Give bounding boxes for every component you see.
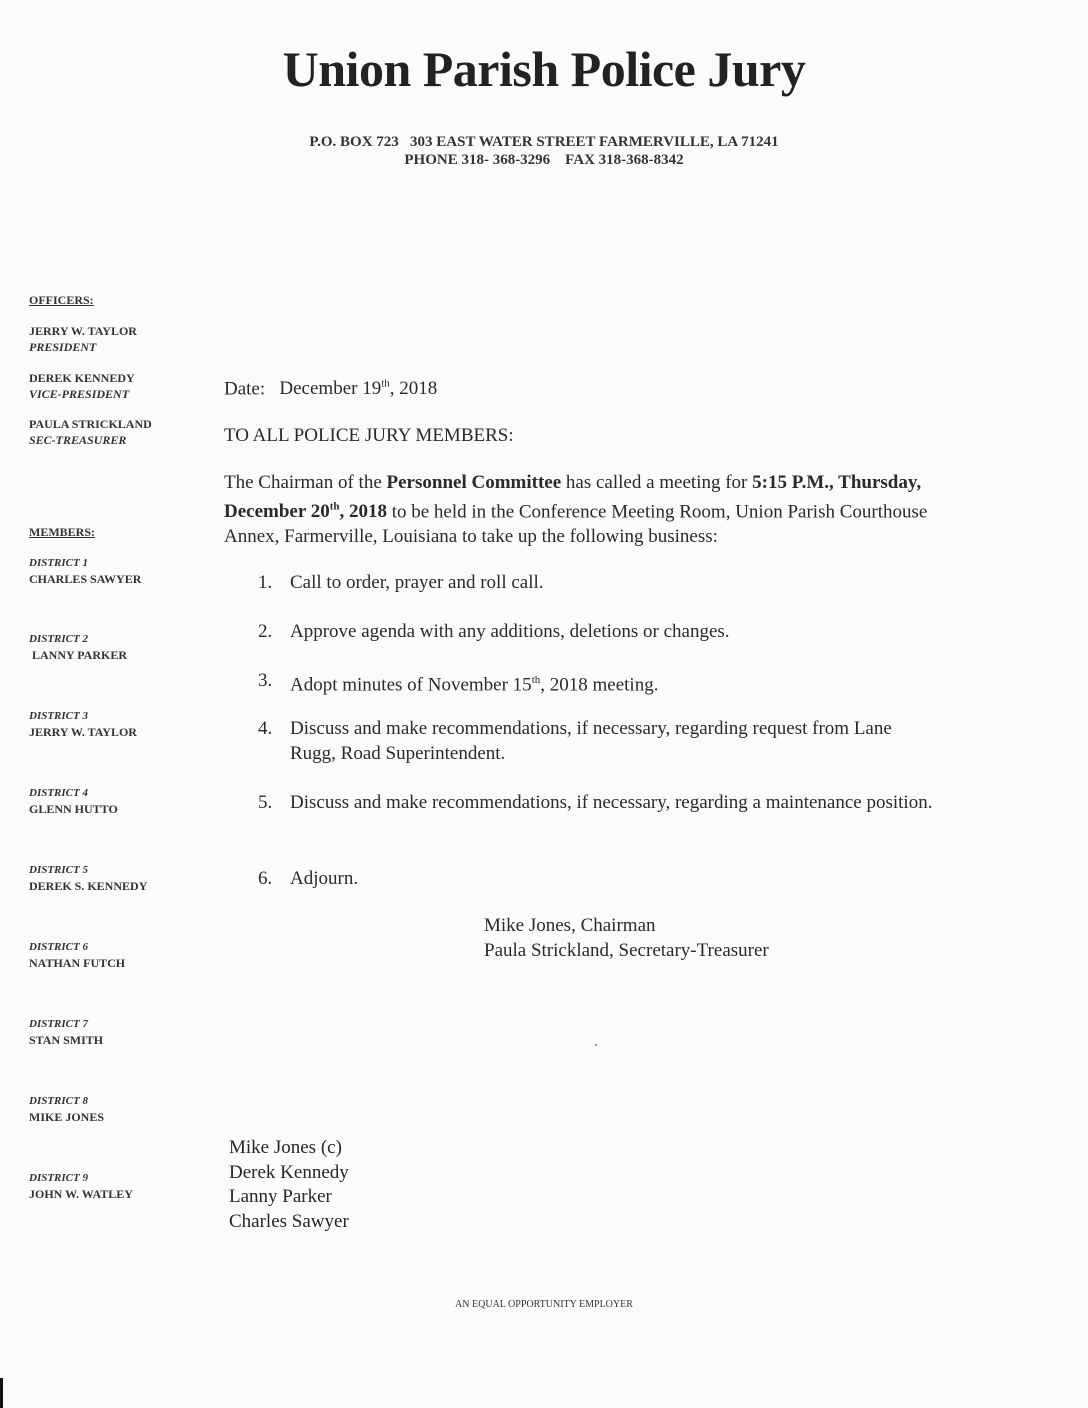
scan-speck [595, 1044, 597, 1046]
officer-title: VICE-PRESIDENT [29, 387, 130, 401]
officer-president [29, 323, 137, 355]
letterhead-phone-fax: PHONE 318- 368-3296 FAX 318-368-8342 [404, 152, 684, 168]
member-district-6 [29, 939, 125, 971]
meeting-paragraph: The Chairman of the Personnel Committee has called a meeting for 5:15 P.M., Thursday, December 20th, 2018 to be held in the Conference Meeting Room, Union Parish Courthouse Annex, Farmerville, Louisiana to take up the following business: [224, 472, 928, 548]
committee-member: Charles Sawyer [229, 1210, 349, 1232]
agenda-number: 6. [258, 868, 273, 889]
date-label: Date: [224, 378, 266, 400]
member-district-9 [29, 1170, 133, 1202]
member-district-7 [29, 1016, 103, 1048]
member-district-1 [29, 555, 141, 587]
meeting-time: 5:15 P.M., Thursday, December 20th, 2018 [224, 472, 922, 523]
date-value: December 19th, 2018 [279, 378, 438, 400]
member-district-3 [29, 708, 137, 740]
member-name: NATHAN FUTCH [29, 956, 126, 970]
officer-name: DEREK KENNEDY [29, 371, 135, 385]
member-name: MIKE JONES [29, 1110, 105, 1124]
committee-member: Derek Kennedy [229, 1161, 349, 1183]
member-district-4 [29, 785, 118, 817]
committee-member: Mike Jones (c) [229, 1137, 342, 1158]
agenda-number: 3. [258, 670, 273, 691]
agenda-text: Discuss and make recommendations, if necessary, regarding request from Lane Rugg, Road Superintendent. [290, 718, 892, 764]
district-label: DISTRICT 4 [29, 787, 88, 799]
agenda-text: Adjourn. [290, 868, 359, 889]
district-label: DISTRICT 7 [29, 1018, 88, 1030]
agenda-number: 5. [258, 792, 273, 813]
district-label: DISTRICT 6 [29, 941, 88, 953]
district-label: DISTRICT 2 [29, 633, 88, 645]
letterhead-address: P.O. BOX 723 303 EAST WATER STREET FARMERVILLE, LA 71241 [309, 134, 779, 150]
footer-eoe: AN EQUAL OPPORTUNITY EMPLOYER [455, 1299, 633, 1310]
committee-name: Personnel Committee [386, 472, 562, 493]
member-name: STAN SMITH [29, 1033, 104, 1047]
district-label: DISTRICT 9 [29, 1172, 88, 1184]
district-label: DISTRICT 5 [29, 864, 88, 876]
member-district-2 [29, 631, 127, 663]
officer-sec-treasurer [29, 416, 152, 448]
member-name: LANNY PARKER [32, 648, 127, 662]
member-name: CHARLES SAWYER [29, 572, 142, 586]
salutation: TO ALL POLICE JURY MEMBERS: [224, 425, 514, 446]
officer-title: PRESIDENT [29, 340, 97, 354]
notice-date [224, 372, 437, 401]
member-name: JOHN W. WATLEY [29, 1187, 133, 1201]
agenda-number: 4. [258, 718, 273, 739]
district-label: DISTRICT 1 [29, 557, 88, 569]
agenda-text: Discuss and make recommendations, if necessary, regarding a maintenance position. [290, 792, 933, 813]
signature-secretary: Paula Strickland, Secretary-Treasurer [484, 940, 769, 961]
member-name: DEREK S. KENNEDY [29, 879, 148, 893]
member-district-8 [29, 1093, 104, 1125]
officer-name: JERRY W. TAYLOR [29, 324, 137, 338]
member-name: GLENN HUTTO [29, 802, 118, 816]
district-label: DISTRICT 8 [29, 1095, 88, 1107]
committee-members-list [229, 1136, 349, 1234]
member-district-5 [29, 862, 147, 894]
officer-vice-president [29, 370, 135, 402]
signature-block [484, 913, 769, 963]
members-heading: MEMBERS: [29, 525, 95, 539]
agenda-text: Call to order, prayer and roll call. [290, 572, 544, 593]
officer-title: SEC-TREASURER [29, 433, 127, 447]
agenda-number: 2. [258, 621, 273, 642]
signature-chairman: Mike Jones, Chairman [484, 915, 656, 936]
district-label: DISTRICT 3 [29, 710, 88, 722]
letterhead-title: Union Parish Police Jury [282, 41, 806, 97]
committee-member: Lanny Parker [229, 1186, 332, 1207]
scan-edge-mark [0, 1378, 3, 1408]
member-name: JERRY W. TAYLOR [29, 725, 137, 739]
agenda-text: Adopt minutes of November 15th, 2018 meeting. [290, 674, 659, 696]
agenda-text: Approve agenda with any additions, deletions or changes. [290, 621, 730, 642]
officer-name: PAULA STRICKLAND [29, 417, 152, 431]
officers-heading: OFFICERS: [29, 293, 94, 307]
agenda-number: 1. [258, 572, 273, 593]
